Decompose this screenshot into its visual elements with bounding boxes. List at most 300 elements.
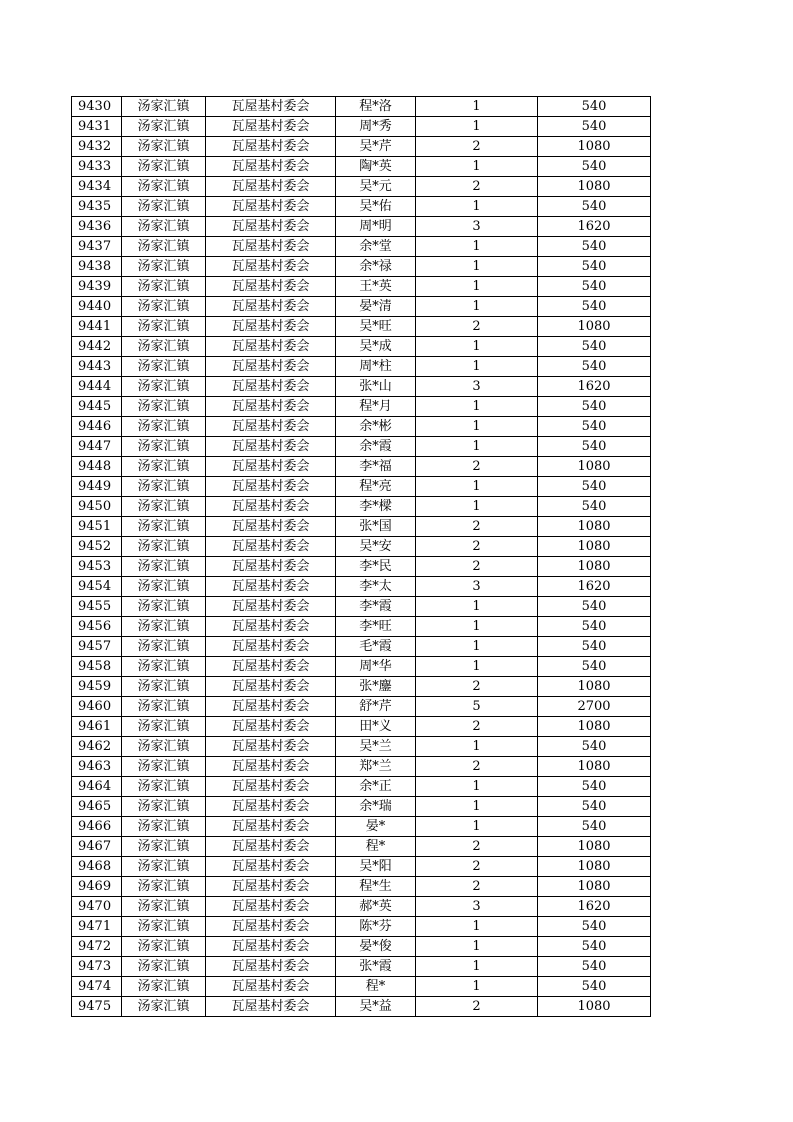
count-cell: 2 bbox=[416, 537, 538, 557]
count-cell: 1 bbox=[416, 497, 538, 517]
table-row bbox=[72, 757, 651, 777]
village-cell: 瓦屋基村委会 bbox=[206, 497, 336, 517]
data-table bbox=[71, 96, 651, 1017]
village-cell: 瓦屋基村委会 bbox=[206, 597, 336, 617]
count-cell: 1 bbox=[416, 617, 538, 637]
town-cell: 汤家汇镇 bbox=[122, 237, 206, 257]
village-cell: 瓦屋基村委会 bbox=[206, 917, 336, 937]
row-id-cell: 9436 bbox=[72, 217, 122, 237]
amount-cell: 540 bbox=[538, 117, 651, 137]
table-row bbox=[72, 677, 651, 697]
count-cell: 1 bbox=[416, 357, 538, 377]
count-cell: 1 bbox=[416, 737, 538, 757]
town-cell: 汤家汇镇 bbox=[122, 617, 206, 637]
town-cell: 汤家汇镇 bbox=[122, 957, 206, 977]
amount-cell: 1080 bbox=[538, 717, 651, 737]
amount-cell: 540 bbox=[538, 197, 651, 217]
count-cell: 3 bbox=[416, 577, 538, 597]
village-cell: 瓦屋基村委会 bbox=[206, 697, 336, 717]
count-cell: 1 bbox=[416, 417, 538, 437]
village-cell: 瓦屋基村委会 bbox=[206, 977, 336, 997]
name-cell: 吴*兰 bbox=[336, 737, 416, 757]
table-row bbox=[72, 977, 651, 997]
amount-cell: 540 bbox=[538, 977, 651, 997]
table-body bbox=[72, 97, 651, 1017]
amount-cell: 540 bbox=[538, 397, 651, 417]
village-cell: 瓦屋基村委会 bbox=[206, 257, 336, 277]
count-cell: 1 bbox=[416, 97, 538, 117]
table-row bbox=[72, 97, 651, 117]
amount-cell: 540 bbox=[538, 637, 651, 657]
row-id-cell: 9430 bbox=[72, 97, 122, 117]
village-cell: 瓦屋基村委会 bbox=[206, 837, 336, 857]
count-cell: 1 bbox=[416, 197, 538, 217]
name-cell: 吴*安 bbox=[336, 537, 416, 557]
row-id-cell: 9452 bbox=[72, 537, 122, 557]
count-cell: 1 bbox=[416, 777, 538, 797]
amount-cell: 1080 bbox=[538, 177, 651, 197]
town-cell: 汤家汇镇 bbox=[122, 457, 206, 477]
row-id-cell: 9439 bbox=[72, 277, 122, 297]
table-row bbox=[72, 437, 651, 457]
name-cell: 晏*俊 bbox=[336, 937, 416, 957]
village-cell: 瓦屋基村委会 bbox=[206, 157, 336, 177]
village-cell: 瓦屋基村委会 bbox=[206, 117, 336, 137]
name-cell: 余*禄 bbox=[336, 257, 416, 277]
row-id-cell: 9469 bbox=[72, 877, 122, 897]
village-cell: 瓦屋基村委会 bbox=[206, 357, 336, 377]
town-cell: 汤家汇镇 bbox=[122, 757, 206, 777]
row-id-cell: 9443 bbox=[72, 357, 122, 377]
town-cell: 汤家汇镇 bbox=[122, 557, 206, 577]
village-cell: 瓦屋基村委会 bbox=[206, 197, 336, 217]
table-row bbox=[72, 217, 651, 237]
row-id-cell: 9455 bbox=[72, 597, 122, 617]
table-row bbox=[72, 277, 651, 297]
town-cell: 汤家汇镇 bbox=[122, 377, 206, 397]
village-cell: 瓦屋基村委会 bbox=[206, 457, 336, 477]
row-id-cell: 9433 bbox=[72, 157, 122, 177]
table-row bbox=[72, 957, 651, 977]
table-row bbox=[72, 537, 651, 557]
village-cell: 瓦屋基村委会 bbox=[206, 277, 336, 297]
name-cell: 李*福 bbox=[336, 457, 416, 477]
count-cell: 1 bbox=[416, 117, 538, 137]
table-row bbox=[72, 317, 651, 337]
village-cell: 瓦屋基村委会 bbox=[206, 637, 336, 657]
town-cell: 汤家汇镇 bbox=[122, 857, 206, 877]
row-id-cell: 9447 bbox=[72, 437, 122, 457]
row-id-cell: 9474 bbox=[72, 977, 122, 997]
name-cell: 李*樑 bbox=[336, 497, 416, 517]
row-id-cell: 9461 bbox=[72, 717, 122, 737]
village-cell: 瓦屋基村委会 bbox=[206, 817, 336, 837]
town-cell: 汤家汇镇 bbox=[122, 657, 206, 677]
row-id-cell: 9449 bbox=[72, 477, 122, 497]
town-cell: 汤家汇镇 bbox=[122, 157, 206, 177]
count-cell: 5 bbox=[416, 697, 538, 717]
amount-cell: 540 bbox=[538, 237, 651, 257]
amount-cell: 540 bbox=[538, 737, 651, 757]
row-id-cell: 9440 bbox=[72, 297, 122, 317]
row-id-cell: 9466 bbox=[72, 817, 122, 837]
count-cell: 1 bbox=[416, 297, 538, 317]
count-cell: 2 bbox=[416, 837, 538, 857]
village-cell: 瓦屋基村委会 bbox=[206, 377, 336, 397]
village-cell: 瓦屋基村委会 bbox=[206, 97, 336, 117]
name-cell: 程*洛 bbox=[336, 97, 416, 117]
table-row bbox=[72, 737, 651, 757]
table-row bbox=[72, 877, 651, 897]
name-cell: 李*旺 bbox=[336, 617, 416, 637]
count-cell: 1 bbox=[416, 237, 538, 257]
town-cell: 汤家汇镇 bbox=[122, 717, 206, 737]
name-cell: 李*太 bbox=[336, 577, 416, 597]
town-cell: 汤家汇镇 bbox=[122, 877, 206, 897]
count-cell: 3 bbox=[416, 897, 538, 917]
row-id-cell: 9472 bbox=[72, 937, 122, 957]
count-cell: 2 bbox=[416, 177, 538, 197]
village-cell: 瓦屋基村委会 bbox=[206, 557, 336, 577]
name-cell: 郑*兰 bbox=[336, 757, 416, 777]
village-cell: 瓦屋基村委会 bbox=[206, 757, 336, 777]
village-cell: 瓦屋基村委会 bbox=[206, 317, 336, 337]
village-cell: 瓦屋基村委会 bbox=[206, 537, 336, 557]
table-row bbox=[72, 197, 651, 217]
town-cell: 汤家汇镇 bbox=[122, 817, 206, 837]
count-cell: 1 bbox=[416, 797, 538, 817]
name-cell: 张*国 bbox=[336, 517, 416, 537]
name-cell: 周*明 bbox=[336, 217, 416, 237]
village-cell: 瓦屋基村委会 bbox=[206, 517, 336, 537]
name-cell: 陈*芬 bbox=[336, 917, 416, 937]
name-cell: 程* bbox=[336, 837, 416, 857]
village-cell: 瓦屋基村委会 bbox=[206, 437, 336, 457]
town-cell: 汤家汇镇 bbox=[122, 397, 206, 417]
count-cell: 1 bbox=[416, 817, 538, 837]
table-row bbox=[72, 777, 651, 797]
count-cell: 1 bbox=[416, 157, 538, 177]
town-cell: 汤家汇镇 bbox=[122, 417, 206, 437]
table-row bbox=[72, 597, 651, 617]
name-cell: 田*义 bbox=[336, 717, 416, 737]
amount-cell: 540 bbox=[538, 357, 651, 377]
row-id-cell: 9441 bbox=[72, 317, 122, 337]
table-row bbox=[72, 937, 651, 957]
row-id-cell: 9434 bbox=[72, 177, 122, 197]
table-row bbox=[72, 837, 651, 857]
row-id-cell: 9453 bbox=[72, 557, 122, 577]
town-cell: 汤家汇镇 bbox=[122, 437, 206, 457]
village-cell: 瓦屋基村委会 bbox=[206, 137, 336, 157]
name-cell: 程*亮 bbox=[336, 477, 416, 497]
town-cell: 汤家汇镇 bbox=[122, 517, 206, 537]
amount-cell: 1080 bbox=[538, 877, 651, 897]
village-cell: 瓦屋基村委会 bbox=[206, 417, 336, 437]
table-row bbox=[72, 557, 651, 577]
row-id-cell: 9451 bbox=[72, 517, 122, 537]
town-cell: 汤家汇镇 bbox=[122, 257, 206, 277]
table-row bbox=[72, 997, 651, 1017]
table-row bbox=[72, 717, 651, 737]
amount-cell: 540 bbox=[538, 597, 651, 617]
table-row bbox=[72, 177, 651, 197]
row-id-cell: 9462 bbox=[72, 737, 122, 757]
table-row bbox=[72, 897, 651, 917]
name-cell: 张*鏖 bbox=[336, 677, 416, 697]
village-cell: 瓦屋基村委会 bbox=[206, 177, 336, 197]
name-cell: 吴*阳 bbox=[336, 857, 416, 877]
name-cell: 周*柱 bbox=[336, 357, 416, 377]
town-cell: 汤家汇镇 bbox=[122, 497, 206, 517]
count-cell: 2 bbox=[416, 317, 538, 337]
amount-cell: 540 bbox=[538, 337, 651, 357]
count-cell: 1 bbox=[416, 397, 538, 417]
village-cell: 瓦屋基村委会 bbox=[206, 297, 336, 317]
count-cell: 2 bbox=[416, 877, 538, 897]
table-row bbox=[72, 157, 651, 177]
count-cell: 1 bbox=[416, 257, 538, 277]
village-cell: 瓦屋基村委会 bbox=[206, 797, 336, 817]
count-cell: 1 bbox=[416, 277, 538, 297]
name-cell: 吴*成 bbox=[336, 337, 416, 357]
row-id-cell: 9454 bbox=[72, 577, 122, 597]
town-cell: 汤家汇镇 bbox=[122, 677, 206, 697]
table-row bbox=[72, 477, 651, 497]
name-cell: 吴*佑 bbox=[336, 197, 416, 217]
town-cell: 汤家汇镇 bbox=[122, 217, 206, 237]
amount-cell: 1080 bbox=[538, 537, 651, 557]
count-cell: 1 bbox=[416, 957, 538, 977]
row-id-cell: 9460 bbox=[72, 697, 122, 717]
row-id-cell: 9475 bbox=[72, 997, 122, 1017]
village-cell: 瓦屋基村委会 bbox=[206, 577, 336, 597]
amount-cell: 540 bbox=[538, 477, 651, 497]
village-cell: 瓦屋基村委会 bbox=[206, 237, 336, 257]
amount-cell: 540 bbox=[538, 617, 651, 637]
amount-cell: 1080 bbox=[538, 857, 651, 877]
amount-cell: 1080 bbox=[538, 137, 651, 157]
row-id-cell: 9465 bbox=[72, 797, 122, 817]
table-row bbox=[72, 657, 651, 677]
amount-cell: 540 bbox=[538, 437, 651, 457]
town-cell: 汤家汇镇 bbox=[122, 177, 206, 197]
count-cell: 2 bbox=[416, 137, 538, 157]
amount-cell: 540 bbox=[538, 797, 651, 817]
table-row bbox=[72, 117, 651, 137]
amount-cell: 540 bbox=[538, 277, 651, 297]
table-row bbox=[72, 137, 651, 157]
count-cell: 1 bbox=[416, 597, 538, 617]
table-row bbox=[72, 797, 651, 817]
town-cell: 汤家汇镇 bbox=[122, 897, 206, 917]
count-cell: 1 bbox=[416, 917, 538, 937]
town-cell: 汤家汇镇 bbox=[122, 777, 206, 797]
town-cell: 汤家汇镇 bbox=[122, 357, 206, 377]
table-row bbox=[72, 237, 651, 257]
amount-cell: 1080 bbox=[538, 557, 651, 577]
town-cell: 汤家汇镇 bbox=[122, 797, 206, 817]
name-cell: 晏* bbox=[336, 817, 416, 837]
count-cell: 2 bbox=[416, 757, 538, 777]
row-id-cell: 9467 bbox=[72, 837, 122, 857]
row-id-cell: 9444 bbox=[72, 377, 122, 397]
amount-cell: 1620 bbox=[538, 217, 651, 237]
count-cell: 2 bbox=[416, 517, 538, 537]
table-row bbox=[72, 637, 651, 657]
town-cell: 汤家汇镇 bbox=[122, 937, 206, 957]
town-cell: 汤家汇镇 bbox=[122, 297, 206, 317]
amount-cell: 540 bbox=[538, 97, 651, 117]
town-cell: 汤家汇镇 bbox=[122, 917, 206, 937]
village-cell: 瓦屋基村委会 bbox=[206, 777, 336, 797]
town-cell: 汤家汇镇 bbox=[122, 597, 206, 617]
village-cell: 瓦屋基村委会 bbox=[206, 997, 336, 1017]
row-id-cell: 9432 bbox=[72, 137, 122, 157]
name-cell: 余*瑞 bbox=[336, 797, 416, 817]
town-cell: 汤家汇镇 bbox=[122, 737, 206, 757]
amount-cell: 540 bbox=[538, 297, 651, 317]
town-cell: 汤家汇镇 bbox=[122, 997, 206, 1017]
name-cell: 郝*英 bbox=[336, 897, 416, 917]
row-id-cell: 9464 bbox=[72, 777, 122, 797]
row-id-cell: 9458 bbox=[72, 657, 122, 677]
village-cell: 瓦屋基村委会 bbox=[206, 217, 336, 237]
table-row bbox=[72, 617, 651, 637]
amount-cell: 540 bbox=[538, 157, 651, 177]
village-cell: 瓦屋基村委会 bbox=[206, 937, 336, 957]
town-cell: 汤家汇镇 bbox=[122, 477, 206, 497]
row-id-cell: 9468 bbox=[72, 857, 122, 877]
count-cell: 2 bbox=[416, 997, 538, 1017]
amount-cell: 540 bbox=[538, 957, 651, 977]
town-cell: 汤家汇镇 bbox=[122, 137, 206, 157]
table-row bbox=[72, 697, 651, 717]
row-id-cell: 9473 bbox=[72, 957, 122, 977]
table-row bbox=[72, 917, 651, 937]
row-id-cell: 9457 bbox=[72, 637, 122, 657]
name-cell: 余*正 bbox=[336, 777, 416, 797]
town-cell: 汤家汇镇 bbox=[122, 97, 206, 117]
name-cell: 吴*芹 bbox=[336, 137, 416, 157]
village-cell: 瓦屋基村委会 bbox=[206, 657, 336, 677]
amount-cell: 540 bbox=[538, 777, 651, 797]
amount-cell: 1080 bbox=[538, 317, 651, 337]
name-cell: 吴*旺 bbox=[336, 317, 416, 337]
town-cell: 汤家汇镇 bbox=[122, 697, 206, 717]
table-row bbox=[72, 397, 651, 417]
name-cell: 毛*霞 bbox=[336, 637, 416, 657]
amount-cell: 1080 bbox=[538, 677, 651, 697]
amount-cell: 540 bbox=[538, 657, 651, 677]
table-row bbox=[72, 517, 651, 537]
row-id-cell: 9471 bbox=[72, 917, 122, 937]
row-id-cell: 9463 bbox=[72, 757, 122, 777]
village-cell: 瓦屋基村委会 bbox=[206, 877, 336, 897]
village-cell: 瓦屋基村委会 bbox=[206, 617, 336, 637]
town-cell: 汤家汇镇 bbox=[122, 117, 206, 137]
count-cell: 2 bbox=[416, 457, 538, 477]
town-cell: 汤家汇镇 bbox=[122, 837, 206, 857]
name-cell: 张*山 bbox=[336, 377, 416, 397]
town-cell: 汤家汇镇 bbox=[122, 537, 206, 557]
row-id-cell: 9438 bbox=[72, 257, 122, 277]
village-cell: 瓦屋基村委会 bbox=[206, 957, 336, 977]
amount-cell: 1620 bbox=[538, 577, 651, 597]
table-row bbox=[72, 337, 651, 357]
village-cell: 瓦屋基村委会 bbox=[206, 477, 336, 497]
name-cell: 吴*元 bbox=[336, 177, 416, 197]
town-cell: 汤家汇镇 bbox=[122, 637, 206, 657]
amount-cell: 2700 bbox=[538, 697, 651, 717]
amount-cell: 540 bbox=[538, 817, 651, 837]
name-cell: 张*霞 bbox=[336, 957, 416, 977]
count-cell: 1 bbox=[416, 937, 538, 957]
row-id-cell: 9435 bbox=[72, 197, 122, 217]
table-row bbox=[72, 357, 651, 377]
row-id-cell: 9437 bbox=[72, 237, 122, 257]
table-row bbox=[72, 417, 651, 437]
town-cell: 汤家汇镇 bbox=[122, 317, 206, 337]
amount-cell: 1080 bbox=[538, 457, 651, 477]
amount-cell: 540 bbox=[538, 917, 651, 937]
table-row bbox=[72, 577, 651, 597]
name-cell: 晏*清 bbox=[336, 297, 416, 317]
name-cell: 周*华 bbox=[336, 657, 416, 677]
amount-cell: 540 bbox=[538, 417, 651, 437]
village-cell: 瓦屋基村委会 bbox=[206, 397, 336, 417]
table-row bbox=[72, 817, 651, 837]
count-cell: 1 bbox=[416, 477, 538, 497]
row-id-cell: 9459 bbox=[72, 677, 122, 697]
village-cell: 瓦屋基村委会 bbox=[206, 337, 336, 357]
row-id-cell: 9448 bbox=[72, 457, 122, 477]
row-id-cell: 9442 bbox=[72, 337, 122, 357]
table-row bbox=[72, 497, 651, 517]
count-cell: 2 bbox=[416, 717, 538, 737]
count-cell: 3 bbox=[416, 217, 538, 237]
count-cell: 1 bbox=[416, 977, 538, 997]
row-id-cell: 9445 bbox=[72, 397, 122, 417]
amount-cell: 1080 bbox=[538, 997, 651, 1017]
name-cell: 程*生 bbox=[336, 877, 416, 897]
name-cell: 余*堂 bbox=[336, 237, 416, 257]
count-cell: 1 bbox=[416, 637, 538, 657]
table-row bbox=[72, 377, 651, 397]
name-cell: 余*彬 bbox=[336, 417, 416, 437]
amount-cell: 1080 bbox=[538, 517, 651, 537]
count-cell: 2 bbox=[416, 677, 538, 697]
table-row bbox=[72, 297, 651, 317]
name-cell: 程* bbox=[336, 977, 416, 997]
count-cell: 1 bbox=[416, 337, 538, 357]
row-id-cell: 9450 bbox=[72, 497, 122, 517]
amount-cell: 1080 bbox=[538, 757, 651, 777]
count-cell: 2 bbox=[416, 557, 538, 577]
town-cell: 汤家汇镇 bbox=[122, 337, 206, 357]
amount-cell: 1620 bbox=[538, 377, 651, 397]
row-id-cell: 9431 bbox=[72, 117, 122, 137]
count-cell: 3 bbox=[416, 377, 538, 397]
name-cell: 余*霞 bbox=[336, 437, 416, 457]
village-cell: 瓦屋基村委会 bbox=[206, 737, 336, 757]
table-row bbox=[72, 857, 651, 877]
town-cell: 汤家汇镇 bbox=[122, 197, 206, 217]
name-cell: 陶*英 bbox=[336, 157, 416, 177]
amount-cell: 540 bbox=[538, 497, 651, 517]
name-cell: 李*霞 bbox=[336, 597, 416, 617]
amount-cell: 540 bbox=[538, 257, 651, 277]
